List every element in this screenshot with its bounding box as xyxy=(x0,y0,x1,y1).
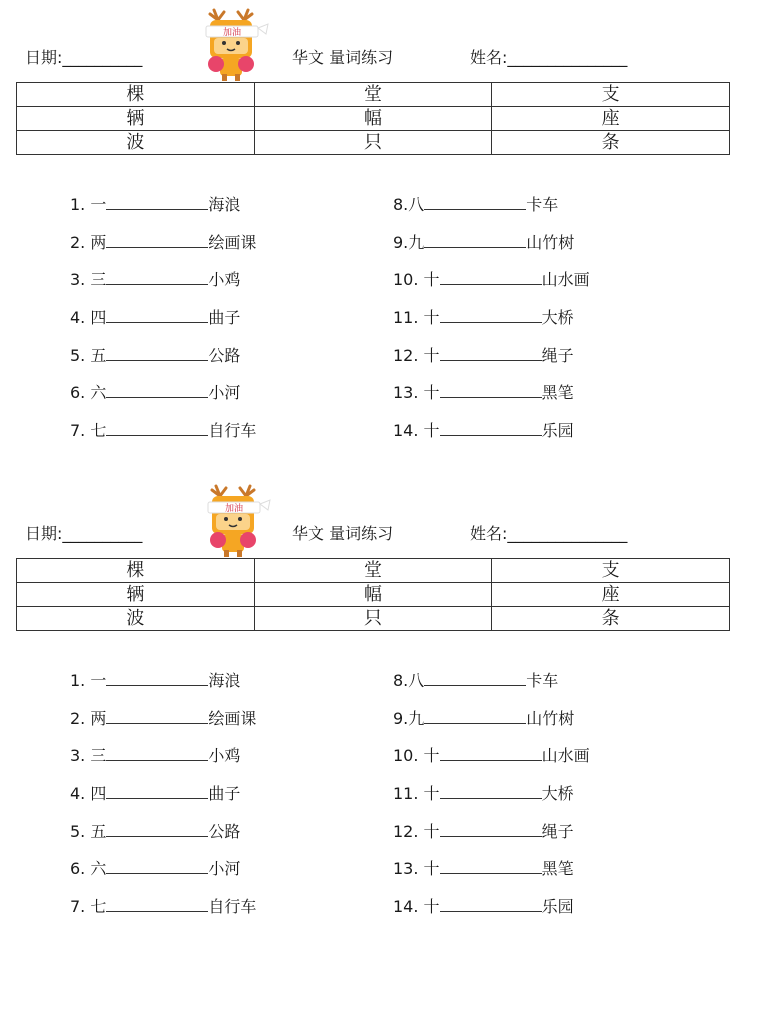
table-cell: 条 xyxy=(492,607,730,631)
question-prefix: 两 xyxy=(90,232,107,252)
table-cell: 座 xyxy=(492,107,730,131)
question-item xyxy=(393,734,590,772)
answer-blank[interactable] xyxy=(106,233,208,248)
question-item xyxy=(393,810,590,848)
answer-blank[interactable] xyxy=(440,859,542,874)
table-cell: 棵 xyxy=(17,83,255,107)
question-number: 4. xyxy=(70,784,86,804)
question-prefix: 五 xyxy=(90,345,107,365)
question-prefix: 十 xyxy=(423,270,440,290)
table-cell: 堂 xyxy=(254,83,492,107)
question-column-left xyxy=(70,659,256,923)
question-item xyxy=(70,296,256,334)
question-item xyxy=(393,772,590,810)
deer-mascot-icon xyxy=(196,8,276,82)
question-number: 7. xyxy=(70,421,86,441)
question-noun: 大桥 xyxy=(541,308,574,328)
answer-blank[interactable] xyxy=(440,383,542,398)
question-number: 14. xyxy=(393,897,419,917)
question-noun: 自行车 xyxy=(208,897,257,917)
question-noun: 自行车 xyxy=(208,421,257,441)
table-cell: 波 xyxy=(17,607,255,631)
question-number: 14. xyxy=(393,421,419,441)
question-noun: 小鸡 xyxy=(208,270,241,290)
answer-blank[interactable] xyxy=(106,195,208,210)
date-label: 日期:__________ xyxy=(25,524,143,543)
question-noun: 海浪 xyxy=(208,671,241,690)
question-item xyxy=(393,334,590,372)
table-cell: 条 xyxy=(492,131,730,155)
answer-blank[interactable] xyxy=(424,233,526,248)
table-row xyxy=(17,131,730,155)
question-noun: 卡车 xyxy=(526,195,559,214)
question-prefix: 四 xyxy=(90,784,107,804)
question-noun: 小河 xyxy=(208,383,241,403)
table-cell: 幅 xyxy=(254,583,492,607)
question-prefix: 三 xyxy=(90,270,107,290)
answer-blank[interactable] xyxy=(424,671,526,686)
table-row xyxy=(17,107,730,131)
question-number: 5. xyxy=(70,345,86,365)
table-row xyxy=(17,83,730,107)
question-noun: 曲子 xyxy=(208,784,241,804)
question-number: 13. xyxy=(393,859,419,879)
question-number: 11. xyxy=(393,784,419,804)
name-label: 姓名:_______________ xyxy=(470,524,628,543)
table-cell: 幅 xyxy=(254,107,492,131)
worksheet-2 xyxy=(0,476,768,946)
question-number: 3. xyxy=(70,270,86,290)
question-item xyxy=(70,697,256,735)
question-noun: 山水画 xyxy=(541,746,590,766)
question-prefix: 五 xyxy=(90,821,107,841)
answer-blank[interactable] xyxy=(106,383,208,398)
question-prefix: 九 xyxy=(408,232,425,252)
question-number: 6. xyxy=(70,859,86,879)
answer-blank[interactable] xyxy=(106,421,208,436)
question-prefix: 六 xyxy=(90,859,107,879)
question-item xyxy=(70,221,256,259)
question-number: 2. xyxy=(70,232,86,252)
answer-blank[interactable] xyxy=(440,822,542,837)
answer-blank[interactable] xyxy=(440,746,542,761)
question-item xyxy=(393,697,590,735)
table-cell: 支 xyxy=(492,83,730,107)
worksheet-title: 华文 量词练习 xyxy=(292,524,394,543)
question-prefix: 十 xyxy=(423,308,440,328)
answer-blank[interactable] xyxy=(440,270,542,285)
table-row xyxy=(17,583,730,607)
question-item xyxy=(70,734,256,772)
table-cell: 堂 xyxy=(254,559,492,583)
question-item xyxy=(393,296,590,334)
table-cell: 棵 xyxy=(17,559,255,583)
question-prefix: 十 xyxy=(423,421,440,441)
question-prefix: 三 xyxy=(90,746,107,766)
table-cell: 辆 xyxy=(17,583,255,607)
question-prefix: 两 xyxy=(90,708,107,728)
question-noun: 山竹树 xyxy=(526,708,575,728)
answer-blank[interactable] xyxy=(106,897,208,912)
question-noun: 海浪 xyxy=(208,195,241,214)
question-noun: 曲子 xyxy=(208,308,241,328)
table-row xyxy=(17,607,730,631)
answer-blank[interactable] xyxy=(106,671,208,686)
question-item xyxy=(393,847,590,885)
question-number: 12. xyxy=(393,821,419,841)
question-item xyxy=(393,409,590,447)
question-number: 7. xyxy=(70,897,86,917)
answer-blank[interactable] xyxy=(106,308,208,323)
question-item xyxy=(393,885,590,923)
question-number: 4. xyxy=(70,308,86,328)
measure-word-table xyxy=(16,82,730,155)
answer-blank[interactable] xyxy=(440,308,542,323)
question-number: 9. xyxy=(393,232,409,252)
question-number: 3. xyxy=(70,746,86,766)
question-prefix: 一 xyxy=(90,671,107,690)
question-prefix: 八 xyxy=(408,671,425,690)
question-item xyxy=(70,772,256,810)
question-noun: 绳子 xyxy=(541,345,574,365)
table-cell: 辆 xyxy=(17,107,255,131)
table-cell: 只 xyxy=(254,607,492,631)
answer-blank[interactable] xyxy=(440,897,542,912)
question-noun: 公路 xyxy=(208,821,241,841)
question-number: 6. xyxy=(70,383,86,403)
question-item xyxy=(70,810,256,848)
question-noun: 公路 xyxy=(208,345,241,365)
question-prefix: 十 xyxy=(423,345,440,365)
question-prefix: 十 xyxy=(423,746,440,766)
question-prefix: 十 xyxy=(423,784,440,804)
question-prefix: 十 xyxy=(423,859,440,879)
table-cell: 波 xyxy=(17,131,255,155)
question-noun: 绘画课 xyxy=(208,232,257,252)
question-number: 8. xyxy=(393,671,409,690)
question-noun: 绳子 xyxy=(541,821,574,841)
measure-word-table xyxy=(16,558,730,631)
answer-blank[interactable] xyxy=(106,784,208,799)
question-column-left xyxy=(70,183,256,447)
question-number: 10. xyxy=(393,746,419,766)
question-column-right xyxy=(393,659,590,923)
question-item xyxy=(393,221,590,259)
question-number: 10. xyxy=(393,270,419,290)
question-item xyxy=(70,409,256,447)
question-prefix: 六 xyxy=(90,383,107,403)
worksheet-title: 华文 量词练习 xyxy=(292,48,394,67)
answer-blank[interactable] xyxy=(106,746,208,761)
question-number: 2. xyxy=(70,708,86,728)
question-noun: 山水画 xyxy=(541,270,590,290)
question-item xyxy=(70,258,256,296)
question-item xyxy=(393,659,590,697)
answer-blank[interactable] xyxy=(106,709,208,724)
answer-blank[interactable] xyxy=(440,346,542,361)
question-noun: 黑笔 xyxy=(541,383,574,403)
question-item xyxy=(70,885,256,923)
question-prefix: 九 xyxy=(408,708,425,728)
question-item xyxy=(393,371,590,409)
table-cell: 支 xyxy=(492,559,730,583)
table-cell: 座 xyxy=(492,583,730,607)
question-prefix: 七 xyxy=(90,897,107,917)
question-number: 1. xyxy=(70,671,86,690)
question-number: 11. xyxy=(393,308,419,328)
question-prefix: 一 xyxy=(90,195,107,214)
date-label: 日期:__________ xyxy=(25,48,143,67)
question-number: 12. xyxy=(393,345,419,365)
question-prefix: 四 xyxy=(90,308,107,328)
question-prefix: 十 xyxy=(423,897,440,917)
answer-blank[interactable] xyxy=(440,784,542,799)
mascot-headband-text: 加油 xyxy=(222,28,242,38)
question-number: 8. xyxy=(393,195,409,214)
question-prefix: 七 xyxy=(90,421,107,441)
answer-blank[interactable] xyxy=(424,195,526,210)
deer-mascot-icon xyxy=(198,484,278,558)
question-prefix: 八 xyxy=(408,195,425,214)
worksheet-1 xyxy=(0,0,768,470)
question-column-right xyxy=(393,183,590,447)
question-noun: 黑笔 xyxy=(541,859,574,879)
question-noun: 山竹树 xyxy=(526,232,575,252)
question-item xyxy=(393,258,590,296)
question-noun: 乐园 xyxy=(541,897,574,917)
answer-blank[interactable] xyxy=(424,709,526,724)
answer-blank[interactable] xyxy=(106,859,208,874)
question-item xyxy=(70,183,256,221)
question-item xyxy=(70,371,256,409)
name-label: 姓名:_______________ xyxy=(470,48,628,67)
question-item xyxy=(70,334,256,372)
question-noun: 乐园 xyxy=(541,421,574,441)
answer-blank[interactable] xyxy=(106,346,208,361)
question-number: 1. xyxy=(70,195,86,214)
question-noun: 小鸡 xyxy=(208,746,241,766)
question-noun: 绘画课 xyxy=(208,708,257,728)
mascot-headband-text: 加油 xyxy=(224,504,244,514)
question-noun: 大桥 xyxy=(541,784,574,804)
question-number: 9. xyxy=(393,708,409,728)
question-item xyxy=(70,659,256,697)
question-noun: 小河 xyxy=(208,859,241,879)
question-number: 5. xyxy=(70,821,86,841)
question-item xyxy=(393,183,590,221)
table-cell: 只 xyxy=(254,131,492,155)
question-item xyxy=(70,847,256,885)
question-prefix: 十 xyxy=(423,383,440,403)
answer-blank[interactable] xyxy=(440,421,542,436)
answer-blank[interactable] xyxy=(106,270,208,285)
question-number: 13. xyxy=(393,383,419,403)
question-noun: 卡车 xyxy=(526,671,559,690)
answer-blank[interactable] xyxy=(106,822,208,837)
table-row xyxy=(17,559,730,583)
question-prefix: 十 xyxy=(423,821,440,841)
